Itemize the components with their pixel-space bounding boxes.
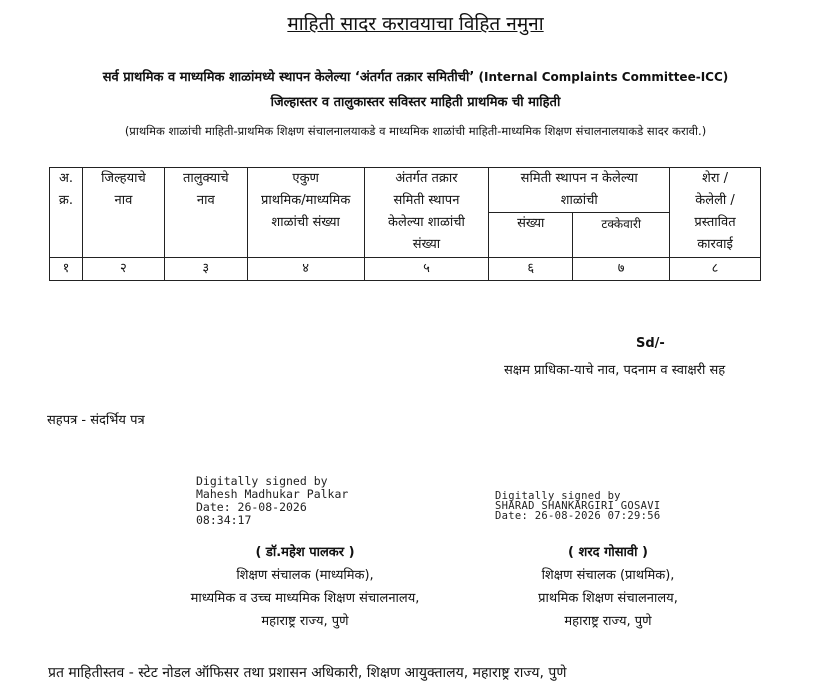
- signatory-office: प्राथमिक शिक्षण संचालनालय,: [538, 591, 678, 606]
- header-district-name: [82, 168, 164, 258]
- header-text: एकुण: [292, 171, 319, 186]
- digital-signature-right: [495, 491, 661, 521]
- header-text: समिती स्थापन न केलेल्या: [520, 171, 638, 186]
- header-text: शाळांची संख्या: [271, 215, 340, 230]
- header-text: नाव: [114, 193, 133, 208]
- enclosure-line: सहपत्र - संदर्भिय पत्र: [47, 413, 145, 428]
- info-table: [49, 167, 761, 281]
- table-cell: १: [50, 258, 83, 281]
- signatory-office: माध्यमिक व उच्च माध्यमिक शिक्षण संचालनालय,: [190, 591, 420, 606]
- header-text: प्रस्तावित: [694, 215, 736, 230]
- header-remarks: [670, 168, 761, 258]
- header-text: क्र.: [58, 193, 74, 208]
- header-serial-no: [50, 168, 83, 258]
- signed-mark: Sd/-: [636, 336, 665, 351]
- header-text: शेरा /: [702, 171, 729, 186]
- subtitle-marathi: सर्व प्राथमिक व माध्यमिक शाळांमध्ये स्थापन केलेल्या ‘अंतर्गत तक्रार समितीची’: [102, 70, 475, 85]
- table-number-row: [50, 258, 761, 281]
- digital-signature-line: Digitally signed by: [196, 474, 328, 488]
- authority-line: सक्षम प्राधिका-याचे नाव, पदनाम व स्वाक्षरी सह: [504, 363, 726, 378]
- table-cell: ७: [573, 258, 670, 281]
- table-cell: ४: [247, 258, 364, 281]
- header-text: अंतर्गत तक्रार: [395, 171, 458, 186]
- header-text: तालुक्याचे: [182, 171, 229, 186]
- header-text: अ.: [58, 171, 74, 186]
- digital-signature-line: SHARAD SHANKARGIRI GOSAVI: [495, 500, 661, 512]
- table-header-row-1: [50, 168, 761, 213]
- header-text: संख्या: [412, 237, 441, 252]
- header-text: केलेली /: [695, 193, 735, 208]
- table-cell: ८: [670, 258, 761, 281]
- instruction-note: (प्राथमिक शाळांची माहिती-प्राथमिक शिक्षण संचालनालयाकडे व माध्यमिक शाळांची माहिती-माध्यमिक शिक्षण संचालनालयाकडे सादर करावी.): [124, 124, 707, 138]
- digital-signature-line: Date: 26-08-2026 07:29:56: [495, 510, 661, 522]
- signatory-name: ( डॉ.महेश पालकर ): [255, 545, 355, 560]
- table-cell: ३: [164, 258, 247, 281]
- signatory-name: ( शरद गोसावी ): [568, 545, 648, 560]
- header-text: केलेल्या शाळांची: [388, 215, 465, 230]
- signatory-place: महाराष्ट्र राज्य, पुणे: [564, 614, 652, 629]
- copy-to-line: प्रत माहितीस्तव - स्टेट नोडल ऑफिसर तथा प्रशासन अधिकारी, शिक्षण आयुक्तालय, महाराष्ट्र राज्य, पुणे: [48, 665, 567, 681]
- header-total-schools: [247, 168, 364, 258]
- table-cell: २: [82, 258, 164, 281]
- header-committee-not-established: [489, 168, 670, 213]
- document-title: माहिती सादर करावयाचा विहित नमुना: [287, 13, 544, 35]
- signatory-block-left: [135, 541, 475, 633]
- subtitle-english: (Internal Complaints Committee-ICC): [474, 70, 729, 84]
- signatory-place: महाराष्ट्र राज्य, पुणे: [261, 614, 349, 629]
- header-text: शाळांची: [560, 193, 598, 208]
- header-committee-established: [364, 168, 489, 258]
- signatory-designation: शिक्षण संचालक (प्राथमिक),: [541, 568, 675, 583]
- digital-signature-line: 08:34:17: [196, 513, 252, 527]
- header-text: नाव: [196, 193, 215, 208]
- header-taluka-name: [164, 168, 247, 258]
- header-count: संख्या: [489, 213, 573, 258]
- subtitle-line-2: जिल्हास्तर व तालुकास्तर सविस्तर माहिती प्राथमिक ची माहिती: [270, 95, 561, 110]
- header-text: जिल्हयाचे: [101, 171, 146, 186]
- digital-signature-line: Digitally signed by: [495, 490, 621, 502]
- signatory-block-right: [468, 541, 748, 633]
- digital-signature-left: [196, 475, 348, 527]
- table-cell: ६: [489, 258, 573, 281]
- signatory-designation: शिक्षण संचालक (माध्यमिक),: [236, 568, 374, 583]
- digital-signature-line: Date: 26-08-2026: [196, 500, 307, 514]
- table-cell: ५: [364, 258, 489, 281]
- header-text: प्राथमिक/माध्यमिक: [261, 193, 351, 208]
- digital-signature-line: Mahesh Madhukar Palkar: [196, 487, 349, 501]
- header-percentage: टक्केवारी: [573, 213, 670, 258]
- subtitle-line-1: [0, 67, 831, 85]
- header-text: समिती स्थापन: [393, 193, 460, 208]
- header-text: कारवाई: [697, 237, 733, 252]
